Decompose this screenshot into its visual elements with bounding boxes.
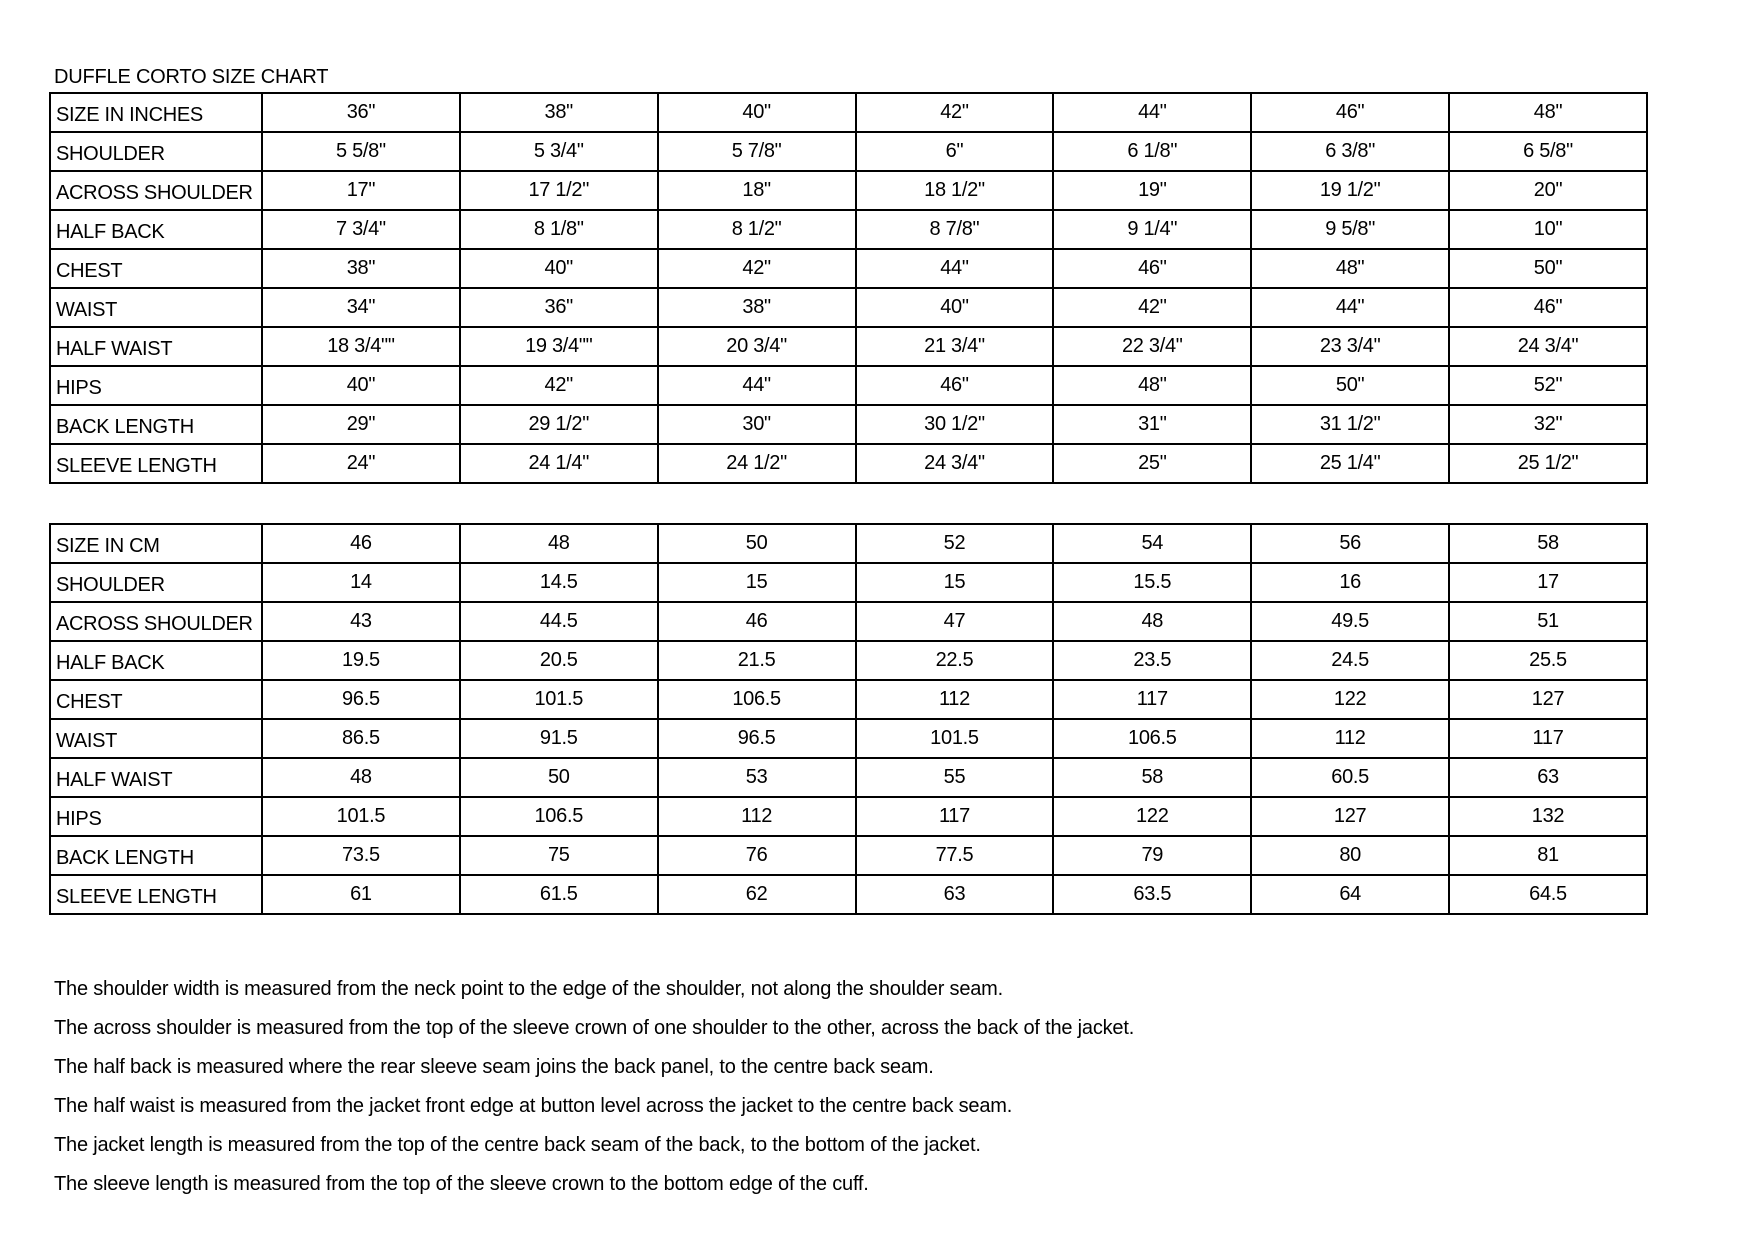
cell-value: 19 3/4"" — [460, 327, 658, 366]
cell-value: 62 — [658, 875, 856, 914]
cell-value: 36" — [460, 288, 658, 327]
cell-value: 15 — [856, 563, 1054, 602]
cell-value: 48 — [1053, 602, 1251, 641]
cell-value: 18 1/2" — [856, 171, 1054, 210]
cell-value: 15.5 — [1053, 563, 1251, 602]
cell-value: 30" — [658, 405, 856, 444]
cell-value: 60.5 — [1251, 758, 1449, 797]
row-label: HIPS — [50, 797, 262, 836]
table-row — [50, 405, 1647, 444]
cell-value: 50" — [1449, 249, 1647, 288]
table-row — [50, 758, 1647, 797]
table-row — [50, 836, 1647, 875]
cell-value: 9 1/4" — [1053, 210, 1251, 249]
cell-value: 101.5 — [856, 719, 1054, 758]
cell-value: 30 1/2" — [856, 405, 1054, 444]
cell-value: 25.5 — [1449, 641, 1647, 680]
cell-value: 132 — [1449, 797, 1647, 836]
table-row — [50, 641, 1647, 680]
note-shoulder-width: The shoulder width is measured from the neck point to the edge of the shoulder, not along the shoulder seam. — [54, 978, 1003, 1000]
cell-value: 19 1/2" — [1251, 171, 1449, 210]
row-label: BACK LENGTH — [50, 405, 262, 444]
cell-value: 22.5 — [856, 641, 1054, 680]
cell-value: 23.5 — [1053, 641, 1251, 680]
row-label: SLEEVE LENGTH — [50, 444, 262, 483]
cell-value: 96.5 — [262, 680, 460, 719]
size-column-header: 40" — [658, 93, 856, 132]
cell-value: 75 — [460, 836, 658, 875]
cell-value: 42" — [1053, 288, 1251, 327]
cell-value: 38" — [658, 288, 856, 327]
cell-value: 122 — [1251, 680, 1449, 719]
cell-value: 46" — [856, 366, 1054, 405]
size-column-header: 46 — [262, 524, 460, 563]
cell-value: 23 3/4" — [1251, 327, 1449, 366]
cell-value: 127 — [1449, 680, 1647, 719]
table-row — [50, 249, 1647, 288]
size-column-header: 42" — [856, 93, 1054, 132]
table-row — [50, 563, 1647, 602]
size-column-header: 38" — [460, 93, 658, 132]
size-table-inches — [49, 92, 1648, 484]
cell-value: 61 — [262, 875, 460, 914]
cell-value: 38" — [262, 249, 460, 288]
cell-value: 19.5 — [262, 641, 460, 680]
cell-value: 112 — [856, 680, 1054, 719]
size-column-header: 36" — [262, 93, 460, 132]
note-half-back: The half back is measured where the rear sleeve seam joins the back panel, to the centre back seam. — [54, 1056, 934, 1078]
cell-value: 63.5 — [1053, 875, 1251, 914]
table-row — [50, 444, 1647, 483]
table-row — [50, 132, 1647, 171]
cell-value: 101.5 — [262, 797, 460, 836]
size-column-header: 46" — [1251, 93, 1449, 132]
cell-value: 64.5 — [1449, 875, 1647, 914]
cell-value: 32" — [1449, 405, 1647, 444]
cell-value: 127 — [1251, 797, 1449, 836]
row-label: WAIST — [50, 288, 262, 327]
cell-value: 106.5 — [658, 680, 856, 719]
cell-value: 20" — [1449, 171, 1647, 210]
row-label: HALF BACK — [50, 210, 262, 249]
cell-value: 21 3/4" — [856, 327, 1054, 366]
cell-value: 53 — [658, 758, 856, 797]
cell-value: 22 3/4" — [1053, 327, 1251, 366]
cell-value: 55 — [856, 758, 1054, 797]
cell-value: 15 — [658, 563, 856, 602]
cell-value: 25" — [1053, 444, 1251, 483]
cell-value: 50 — [460, 758, 658, 797]
size-table-cm — [49, 523, 1648, 915]
cell-value: 6 1/8" — [1053, 132, 1251, 171]
cell-value: 24 1/4" — [460, 444, 658, 483]
cell-value: 21.5 — [658, 641, 856, 680]
table-row — [50, 171, 1647, 210]
cell-value: 112 — [1251, 719, 1449, 758]
cell-value: 34" — [262, 288, 460, 327]
cell-value: 44" — [1251, 288, 1449, 327]
cell-value: 24 3/4" — [1449, 327, 1647, 366]
row-label: CHEST — [50, 680, 262, 719]
row-label: SHOULDER — [50, 132, 262, 171]
cell-value: 91.5 — [460, 719, 658, 758]
cell-value: 40" — [262, 366, 460, 405]
cell-value: 8 1/2" — [658, 210, 856, 249]
cell-value: 17 1/2" — [460, 171, 658, 210]
table-row — [50, 875, 1647, 914]
cell-value: 5 5/8" — [262, 132, 460, 171]
cell-value: 17 — [1449, 563, 1647, 602]
size-column-header: 52 — [856, 524, 1054, 563]
cell-value: 63 — [856, 875, 1054, 914]
table-row — [50, 288, 1647, 327]
cell-value: 6 3/8" — [1251, 132, 1449, 171]
cell-value: 14.5 — [460, 563, 658, 602]
cell-value: 5 3/4" — [460, 132, 658, 171]
cell-value: 49.5 — [1251, 602, 1449, 641]
cell-value: 25 1/4" — [1251, 444, 1449, 483]
cell-value: 48" — [1251, 249, 1449, 288]
size-column-header: 44" — [1053, 93, 1251, 132]
row-label: CHEST — [50, 249, 262, 288]
note-sleeve-length: The sleeve length is measured from the top of the sleeve crown to the bottom edge of the cuff. — [54, 1173, 869, 1195]
cell-value: 31" — [1053, 405, 1251, 444]
cell-value: 31 1/2" — [1251, 405, 1449, 444]
table-row — [50, 210, 1647, 249]
cell-value: 80 — [1251, 836, 1449, 875]
size-column-header: 48 — [460, 524, 658, 563]
table-row — [50, 719, 1647, 758]
cell-value: 73.5 — [262, 836, 460, 875]
cell-value: 19" — [1053, 171, 1251, 210]
cell-value: 44" — [658, 366, 856, 405]
cell-value: 117 — [1449, 719, 1647, 758]
cell-value: 42" — [460, 366, 658, 405]
row-label: BACK LENGTH — [50, 836, 262, 875]
size-column-header: 58 — [1449, 524, 1647, 563]
cell-value: 9 5/8" — [1251, 210, 1449, 249]
cell-value: 86.5 — [262, 719, 460, 758]
cell-value: 46" — [1449, 288, 1647, 327]
cell-value: 8 7/8" — [856, 210, 1054, 249]
cell-value: 40" — [856, 288, 1054, 327]
note-half-waist: The half waist is measured from the jacket front edge at button level across the jacket to the centre back seam. — [54, 1095, 1013, 1117]
row-label: SLEEVE LENGTH — [50, 875, 262, 914]
cell-value: 20 3/4" — [658, 327, 856, 366]
cell-value: 6 5/8" — [1449, 132, 1647, 171]
note-jacket-length: The jacket length is measured from the top of the centre back seam of the back, to the bottom of the jacket. — [54, 1134, 981, 1156]
cell-value: 81 — [1449, 836, 1647, 875]
cell-value: 79 — [1053, 836, 1251, 875]
cell-value: 42" — [658, 249, 856, 288]
page-title: DUFFLE CORTO SIZE CHART — [54, 66, 329, 88]
cell-value: 14 — [262, 563, 460, 602]
cell-value: 48" — [1053, 366, 1251, 405]
cell-value: 24 1/2" — [658, 444, 856, 483]
cell-value: 47 — [856, 602, 1054, 641]
cell-value: 58 — [1053, 758, 1251, 797]
header-row-label: SIZE IN CM — [50, 524, 262, 563]
cell-value: 48 — [262, 758, 460, 797]
table-row — [50, 602, 1647, 641]
cell-value: 61.5 — [460, 875, 658, 914]
cell-value: 117 — [856, 797, 1054, 836]
cell-value: 44" — [856, 249, 1054, 288]
row-label: HALF WAIST — [50, 758, 262, 797]
table-row — [50, 680, 1647, 719]
table-row — [50, 797, 1647, 836]
size-column-header: 54 — [1053, 524, 1251, 563]
table-row — [50, 327, 1647, 366]
cell-value: 24 3/4" — [856, 444, 1054, 483]
cell-value: 44.5 — [460, 602, 658, 641]
size-column-header: 48" — [1449, 93, 1647, 132]
table-row — [50, 366, 1647, 405]
row-label: WAIST — [50, 719, 262, 758]
cell-value: 17" — [262, 171, 460, 210]
cell-value: 29 1/2" — [460, 405, 658, 444]
row-label: ACROSS SHOULDER — [50, 171, 262, 210]
size-chart-page — [0, 64, 1754, 1241]
cell-value: 46" — [1053, 249, 1251, 288]
cell-value: 52" — [1449, 366, 1647, 405]
cell-value: 117 — [1053, 680, 1251, 719]
cell-value: 24.5 — [1251, 641, 1449, 680]
size-column-header: 50 — [658, 524, 856, 563]
cell-value: 16 — [1251, 563, 1449, 602]
cell-value: 64 — [1251, 875, 1449, 914]
cell-value: 77.5 — [856, 836, 1054, 875]
cell-value: 96.5 — [658, 719, 856, 758]
header-row — [50, 524, 1647, 563]
cell-value: 112 — [658, 797, 856, 836]
cell-value: 25 1/2" — [1449, 444, 1647, 483]
measurement-notes — [54, 977, 1754, 1196]
cell-value: 46 — [658, 602, 856, 641]
cell-value: 106.5 — [460, 797, 658, 836]
cell-value: 20.5 — [460, 641, 658, 680]
header-row-label: SIZE IN INCHES — [50, 93, 262, 132]
header-row — [50, 93, 1647, 132]
row-label: SHOULDER — [50, 563, 262, 602]
row-label: HALF BACK — [50, 641, 262, 680]
cell-value: 106.5 — [1053, 719, 1251, 758]
cell-value: 18" — [658, 171, 856, 210]
cell-value: 6" — [856, 132, 1054, 171]
cell-value: 18 3/4"" — [262, 327, 460, 366]
cell-value: 50" — [1251, 366, 1449, 405]
cell-value: 101.5 — [460, 680, 658, 719]
row-label: HIPS — [50, 366, 262, 405]
cell-value: 8 1/8" — [460, 210, 658, 249]
cell-value: 5 7/8" — [658, 132, 856, 171]
cell-value: 29" — [262, 405, 460, 444]
cell-value: 43 — [262, 602, 460, 641]
row-label: HALF WAIST — [50, 327, 262, 366]
row-label: ACROSS SHOULDER — [50, 602, 262, 641]
cell-value: 10" — [1449, 210, 1647, 249]
cell-value: 24" — [262, 444, 460, 483]
cell-value: 63 — [1449, 758, 1647, 797]
cell-value: 122 — [1053, 797, 1251, 836]
note-across-shoulder: The across shoulder is measured from the top of the sleeve crown of one shoulder to the other, across the back of the jacket. — [54, 1017, 1135, 1039]
cell-value: 51 — [1449, 602, 1647, 641]
cell-value: 76 — [658, 836, 856, 875]
cell-value: 40" — [460, 249, 658, 288]
size-column-header: 56 — [1251, 524, 1449, 563]
cell-value: 7 3/4" — [262, 210, 460, 249]
